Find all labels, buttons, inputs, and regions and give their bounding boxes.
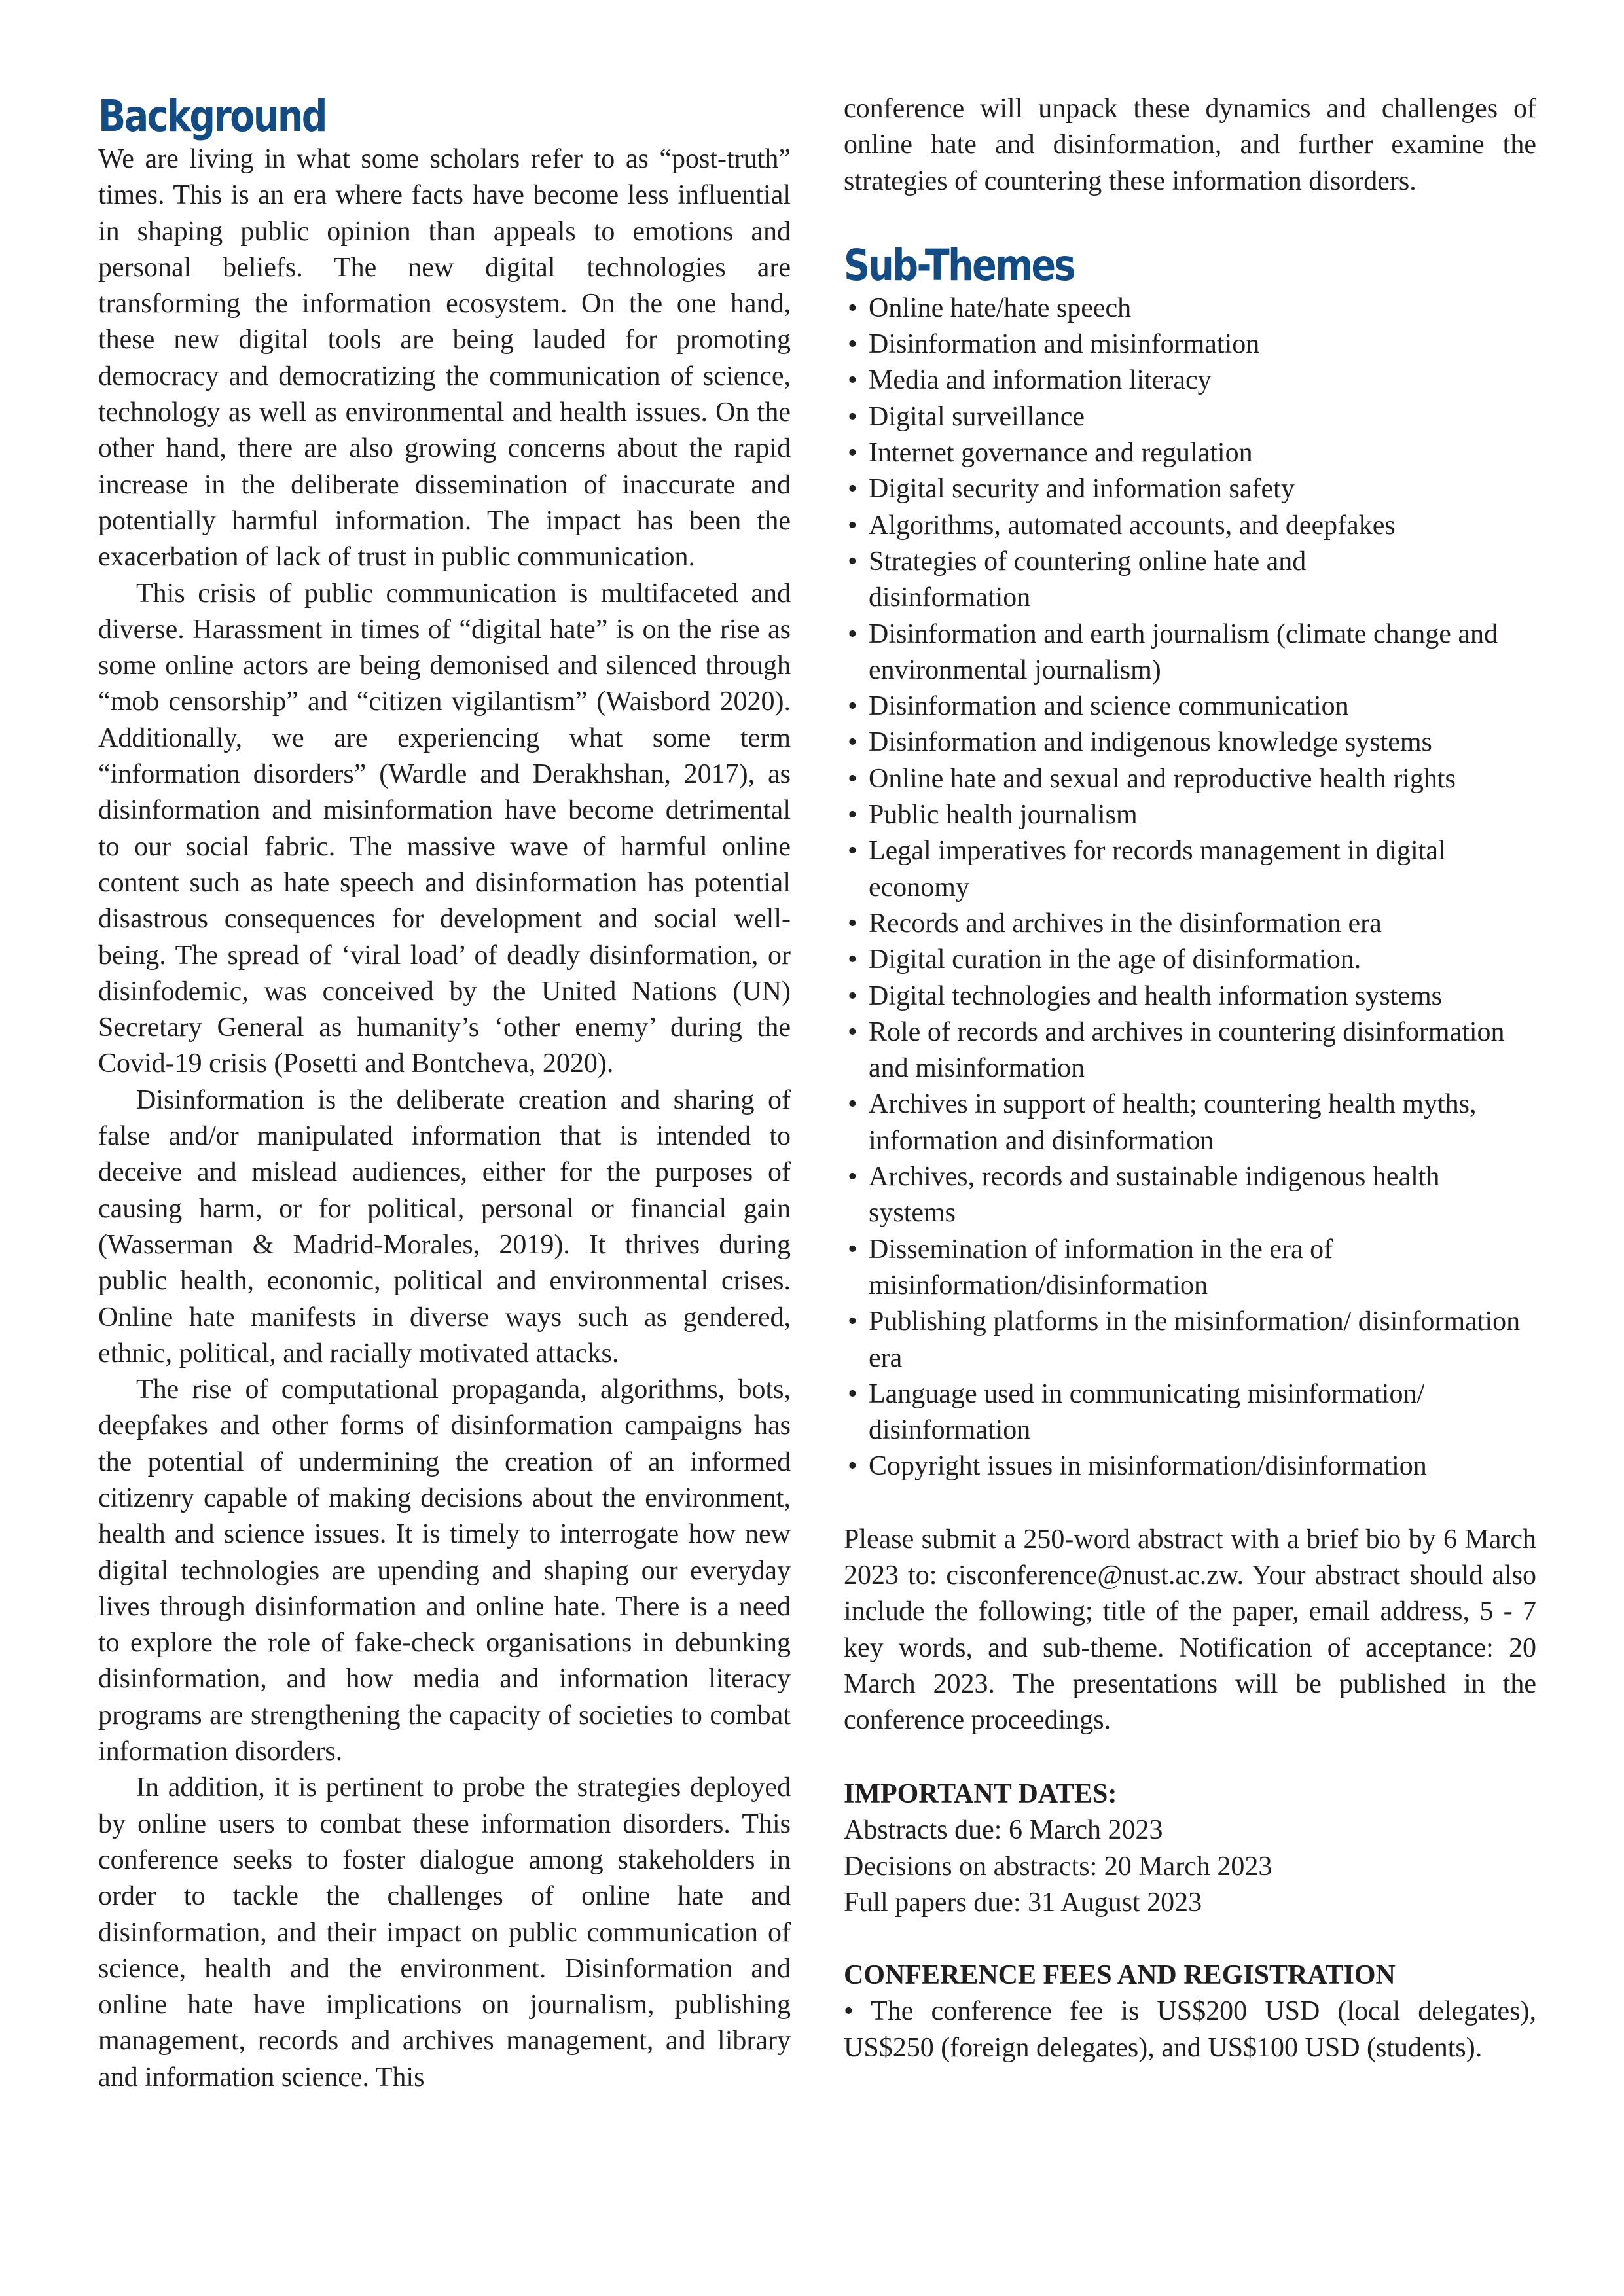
sub-theme-item: • Online hate/hate speech bbox=[844, 291, 1536, 327]
sub-theme-item: • Media and information literacy bbox=[844, 363, 1536, 399]
sub-theme-item: • Internet governance and regulation bbox=[844, 435, 1536, 471]
background-paragraph-5: In addition, it is pertinent to probe the strategies deployed by online users to combat these information disorders. This conference seeks to foster dialogue among stakeholders in order to tackle the challenges of online hate and disinformation, and their impact on public communication of science, health and the environment. Disinformation and online hate have implications on journalism, publishing management, records and archives management, and library and information science. This bbox=[98, 1772, 791, 2092]
sub-theme-item: • Algorithms, automated accounts, and deepfakes bbox=[844, 508, 1536, 544]
left-column bbox=[98, 92, 791, 2096]
sub-theme-item: • Digital surveillance bbox=[844, 399, 1536, 435]
sub-theme-item: • Legal imperatives for records management in digital economy bbox=[844, 833, 1536, 906]
sub-theme-item: • Strategies of countering online hate and disinformation bbox=[844, 544, 1536, 617]
submission-text: Please submit a 250-word abstract with a brief bio by 6 March 2023 to: cisconference@nust.ac.zw. Your abstract should also include the following; title of the paper, email address, 5 - 7 key words, and sub-theme. Notification of acceptance: 20 March 2023. The presentations will be published in the conference proceedings. bbox=[844, 1524, 1536, 1736]
background-paragraph-2: This crisis of public communication is multifaceted and diverse. Harassment in times of “digital hate” is on the rise as some online actors are being demonised and silenced through “mob censorship” and “citizen vigilantism” (Waisbord 2020). Additionally, we are experiencing what some term “information disorders” (Wardle and Derakhshan, 2017), as disinformation and misinformation have become detrimental to our social fabric. The massive wave of harmful online content such as hate speech and disinformation has potential disastrous consequences for development and social well-being. The spread of ‘viral load’ of deadly disinformation, or disinfodemic, was conceived by the United Nations (UN) Secretary General as humanity’s ‘other enemy’ during the Covid-19 crisis (Posetti and Bontcheva, 2020). bbox=[98, 578, 791, 1079]
background-paragraph-3: Disinformation is the deliberate creation and sharing of false and/or manipulated information that is intended to deceive and mislead audiences, either for the purposes of causing harm, or for political, personal or financial gain (Wasserman & Madrid-Morales, 2019). It thrives during public health, economic, political and environmental crises. Online hate manifests in diverse ways such as gendered, ethnic, political, and racially motivated attacks. bbox=[98, 1085, 791, 1369]
sub-theme-item: • Disinformation and science communication bbox=[844, 689, 1536, 725]
sub-theme-item: • Archives, records and sustainable indigenous health systems bbox=[844, 1159, 1536, 1232]
important-dates-heading: IMPORTANT DATES: bbox=[844, 1779, 1117, 1810]
sub-theme-item: • Disinformation and earth journalism (climate change and environmental journalism) bbox=[844, 617, 1536, 689]
date-line-decisions: Decisions on abstracts: 20 March 2023 bbox=[844, 1851, 1272, 1882]
sub-theme-item: • Role of records and archives in countering disinformation and misinformation bbox=[844, 1014, 1536, 1087]
background-continuation: conference will unpack these dynamics and challenges of online hate and disinformation, and further examine the strategies of countering these information disorders. bbox=[844, 94, 1536, 196]
fees-heading: CONFERENCE FEES AND REGISTRATION bbox=[844, 1960, 1396, 1991]
sub-theme-item: • Disinformation and indigenous knowledge systems bbox=[844, 725, 1536, 761]
fees-text: • The conference fee is US$200 USD (local delegates), US$250 (foreign delegates), and US$100 USD (students). bbox=[844, 1996, 1536, 2063]
sub-theme-item: • Records and archives in the disinformation era bbox=[844, 906, 1536, 942]
sub-theme-item: • Language used in communicating misinformation/ disinformation bbox=[844, 1376, 1536, 1449]
sub-theme-item: • Digital curation in the age of disinformation. bbox=[844, 942, 1536, 978]
sub-theme-item: • Archives in support of health; countering health myths, information and disinformation bbox=[844, 1086, 1536, 1159]
sub-theme-item: • Disinformation and misinformation bbox=[844, 327, 1536, 363]
background-paragraph-1: We are living in what some scholars refer to as “post-truth” times. This is an era where facts have become less influential in shaping public opinion than appeals to emotions and personal beliefs. The new digital technologies are transforming the information ecosystem. On the one hand, these new digital tools are being lauded for promoting democracy and democratizing the communication of science, technology as well as environmental and health issues. On the other hand, there are also growing concerns about the rapid increase in the deliberate dissemination of inaccurate and potentially harmful information. The impact has been the exacerbation of lack of trust in public communication. bbox=[98, 144, 791, 573]
sub-themes-list bbox=[844, 291, 1536, 1485]
sub-theme-item: • Dissemination of information in the era of misinformation/disinformation bbox=[844, 1232, 1536, 1304]
date-line-full-papers: Full papers due: 31 August 2023 bbox=[844, 1888, 1202, 1918]
sub-theme-item: • Publishing platforms in the misinformation/ disinformation era bbox=[844, 1304, 1536, 1376]
sub-themes-heading: Sub-Themes bbox=[844, 240, 1074, 291]
sub-theme-item: • Online hate and sexual and reproductive health rights bbox=[844, 761, 1536, 797]
date-line-abstracts: Abstracts due: 6 March 2023 bbox=[844, 1815, 1163, 1846]
sub-theme-item: • Digital technologies and health information systems bbox=[844, 978, 1536, 1014]
sub-theme-item: • Digital security and information safety bbox=[844, 471, 1536, 507]
background-paragraph-4: The rise of computational propaganda, algorithms, bots, deepfakes and other forms of disinformation campaigns has the potential of undermining the creation of an informed citizenry capable of making decisions about the environment, health and science issues. It is timely to interrogate how new digital technologies are upending and shaping our everyday lives through disinformation and online hate. There is a need to explore the role of fake-check organisations in debunking disinformation, and how media and information literacy programs are strengthening the capacity of societies to combat information disorders. bbox=[98, 1374, 791, 1767]
sub-theme-item: • Copyright issues in misinformation/disinformation bbox=[844, 1448, 1536, 1484]
right-column bbox=[844, 92, 1536, 2066]
background-heading: Background bbox=[98, 91, 326, 141]
sub-theme-item: • Public health journalism bbox=[844, 797, 1536, 833]
